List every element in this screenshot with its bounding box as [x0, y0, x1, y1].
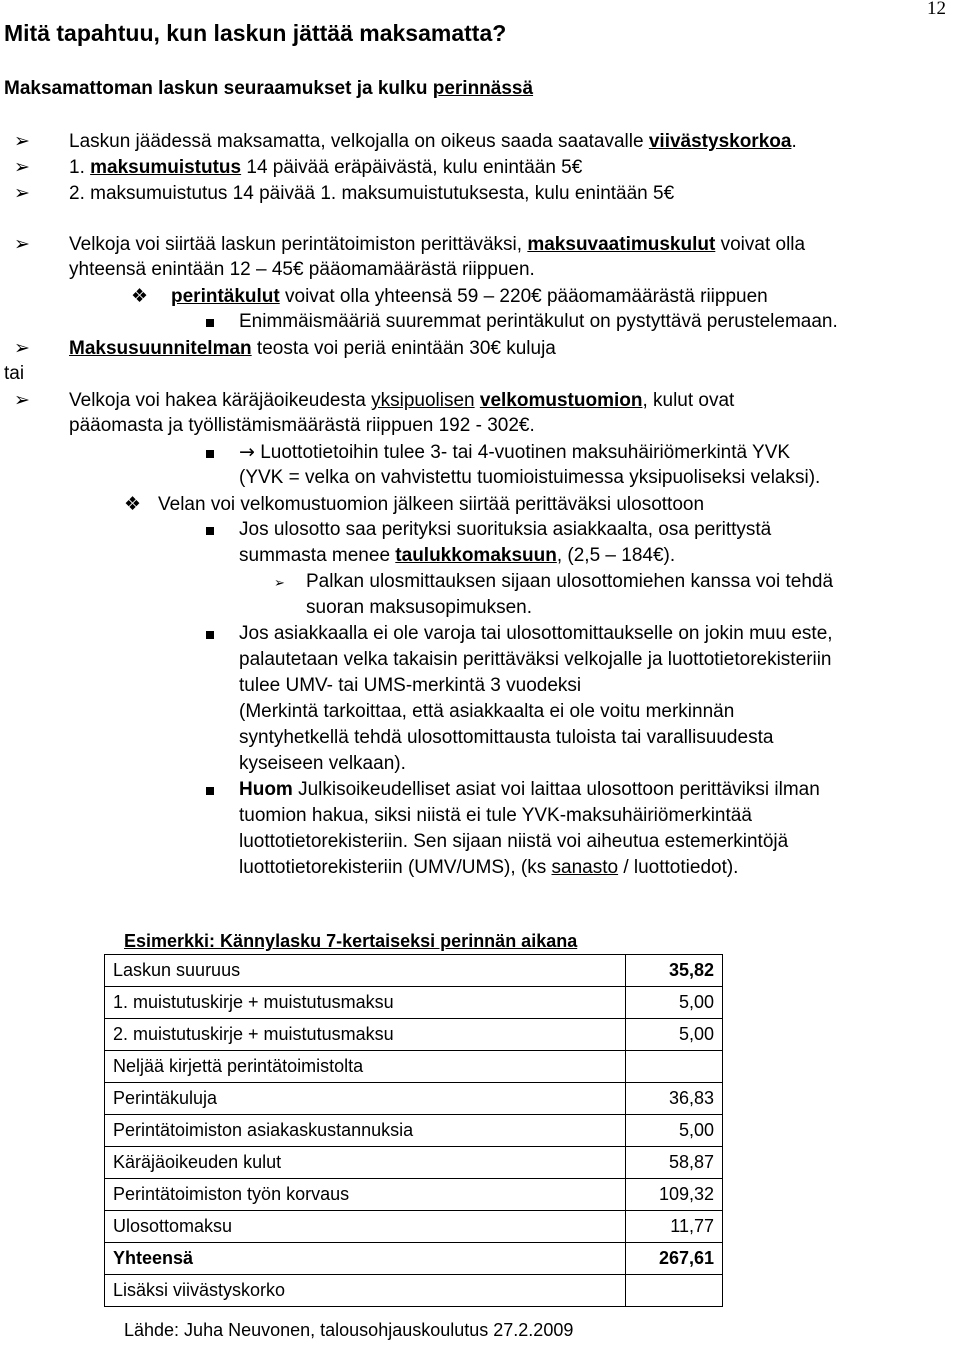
square-bullet-icon — [206, 631, 214, 639]
bullet-second-reminder — [14, 182, 674, 205]
subbullet-no-assets-line2: palautetaan velka takaisin perittäväksi velkojalle ja luottotietorekisteriin — [239, 649, 832, 670]
subbullet-collection-costs — [131, 285, 768, 308]
table-row — [105, 1115, 723, 1147]
table-row — [105, 987, 723, 1019]
subbullet-no-assets-line6: kyseiseen velkaan). — [239, 753, 406, 774]
table-row — [105, 1051, 723, 1083]
subbullet-note-line3: luottotietorekisteriin. Sen sijaan niistä voi aiheutua estemerkintöjä — [239, 831, 789, 852]
example-title: Esimerkki: Kännylasku 7-kertaiseksi perinnän aikana — [124, 931, 578, 951]
maksusuunnitelma-link[interactable]: Maksusuunnitelman — [69, 338, 252, 359]
bullet-first-reminder — [14, 156, 582, 179]
row-label: Perintäkuluja — [105, 1083, 626, 1115]
subbullet-enforcement-fee-line2 — [239, 545, 675, 567]
bullet-text: Velan voi velkomustuomion jälkeen siirtää perittäväksi ulosottoon — [158, 494, 705, 515]
subbullet-text: Jos ulosotto saa perityksi suorituksia asiakkaalta, osa perittystä — [239, 519, 772, 540]
sanasto-link[interactable]: sanasto — [551, 857, 619, 878]
subsubbullet-text: Palkan ulosmittauksen sijaan ulosottomiehen kanssa voi tehdä — [306, 571, 834, 592]
subbullet-text: Jos asiakkaalla ei ole varoja tai ulosottomittaukselle on jokin muu este, — [239, 623, 833, 644]
chevron-bullet-icon: ➢ — [14, 337, 30, 359]
subbullet-no-assets — [206, 623, 833, 645]
bullet-text: 2. maksumuistutus 14 päivää 1. maksumuistutuksesta, kulu enintään 5€ — [69, 183, 675, 204]
bullet-court-judgment — [14, 389, 734, 412]
bullet-collection-agency — [14, 233, 805, 256]
bullet-enforcement — [124, 493, 704, 516]
subbullet-text: luottotietorekisteriin (UMV/UMS), (ks — [239, 857, 552, 878]
chevron-bullet-icon: ➢ — [14, 389, 30, 411]
perinnassa-link[interactable]: perinnässä — [432, 78, 534, 99]
bullet-text-end: 14 päivää eräpäivästä, kulu enintään 5€ — [241, 157, 583, 178]
subsubbullet-justification — [206, 311, 838, 333]
bullet-text: teosta voi periä enintään 30€ kuluja — [251, 338, 556, 359]
source-note: Lähde: Juha Neuvonen, talousohjauskoulutus 27.2.2009 — [124, 1320, 574, 1340]
table-row — [105, 955, 723, 987]
subbullet-yvk-entry-line2: (YVK = velka on vahvistettu tuomioistuimessa yksipuoliseksi velaksi). — [239, 467, 821, 488]
row-label: Lisäksi viivästyskorko — [105, 1275, 626, 1307]
table-row — [105, 1083, 723, 1115]
table-row-total — [105, 1243, 723, 1275]
row-value — [626, 1051, 723, 1083]
bullet-text: Laskun jäädessä maksamatta, velkojalla on oikeus saada saatavalle — [69, 131, 649, 152]
section-heading-text: Maksamattoman laskun seuraamukset ja kulku — [4, 78, 433, 99]
subbullet-text-end: , (2,5 – 184€). — [556, 545, 676, 566]
subbullet-no-assets-line3: tulee UMV- tai UMS-merkintä 3 vuodeksi — [239, 675, 582, 696]
row-value: 5,00 — [626, 1019, 723, 1051]
bullet-interest — [14, 130, 797, 153]
row-value: 58,87 — [626, 1147, 723, 1179]
bullet-text: Velkoja voi siirtää laskun perintätoimiston perittäväksi, — [69, 234, 528, 255]
table-row — [105, 1275, 723, 1307]
velkomustuomio-link[interactable]: velkomustuomion — [479, 390, 643, 411]
square-bullet-icon — [206, 450, 214, 458]
subbullet-note-line4 — [239, 857, 738, 879]
chevron-bullet-icon: ➢ — [14, 156, 30, 178]
row-label: Perintätoimiston asiakaskustannuksia — [105, 1115, 626, 1147]
row-value: 5,00 — [626, 1115, 723, 1147]
row-value: 5,00 — [626, 987, 723, 1019]
row-value: 109,32 — [626, 1179, 723, 1211]
bullet-text: Velkoja voi hakea käräjäoikeudesta — [69, 390, 372, 411]
chevron-bullet-icon: ➢ — [274, 576, 285, 591]
section-heading — [4, 78, 533, 100]
subbullet-note-line2: tuomion hakua, siksi niistä ei tule YVK-maksuhäiriömerkintää — [239, 805, 752, 826]
perintakulut-link[interactable]: perintäkulut — [171, 286, 280, 307]
row-label: Laskun suuruus — [105, 955, 626, 987]
row-label: Ulosottomaksu — [105, 1211, 626, 1243]
bullet-text-end: . — [791, 131, 797, 152]
subbullet-text: Julkisoikeudelliset asiat voi laittaa ulosottoon perittäviksi ilman — [292, 779, 820, 800]
subbullet-note — [206, 779, 820, 801]
row-label: 1. muistutuskirje + muistutusmaksu — [105, 987, 626, 1019]
yksipuolisen-link[interactable]: yksipuolisen — [371, 390, 475, 411]
viivastyskorko-link[interactable]: viivästyskorkoa — [648, 131, 792, 152]
row-value — [626, 1275, 723, 1307]
chevron-bullet-icon: ➢ — [14, 130, 30, 152]
table-row — [105, 1147, 723, 1179]
row-label: Neljää kirjettä perintätoimistolta — [105, 1051, 626, 1083]
bullet-text: 1. — [69, 157, 91, 178]
row-value: 267,61 — [626, 1243, 723, 1275]
subsubbullet-payment-agreement — [274, 571, 833, 593]
subsubbullet-payment-agreement-line2: suoran maksusopimuksen. — [306, 597, 532, 618]
table-row — [105, 1019, 723, 1051]
subbullet-text: voivat olla yhteensä 59 – 220€ pääomamäärästä riippuen — [279, 286, 768, 307]
bullet-text-end: voivat olla — [715, 234, 806, 255]
row-label: Yhteensä — [105, 1243, 626, 1275]
or-separator: tai — [4, 363, 25, 384]
chevron-bullet-icon: ➢ — [14, 233, 30, 255]
bullet-court-judgment-line2: pääomasta ja työllistämismäärästä riippuen 192 - 302€. — [69, 415, 535, 436]
chevron-bullet-icon: ➢ — [14, 182, 30, 204]
page-title: Mitä tapahtuu, kun laskun jättää maksamatta? — [4, 20, 507, 46]
page-number: 12 — [927, 0, 946, 19]
subbullet-text: summasta menee — [239, 545, 396, 566]
square-bullet-icon — [206, 527, 214, 535]
table-row — [105, 1211, 723, 1243]
arrow-right-icon: → — [239, 441, 255, 463]
table-row — [105, 1179, 723, 1211]
square-bullet-icon — [206, 787, 214, 795]
taulukkomaksu-link[interactable]: taulukkomaksuun — [395, 545, 557, 566]
note-label: Huom — [239, 779, 293, 800]
subbullet-no-assets-line4: (Merkintä tarkoittaa, että asiakkaalta ei ole voitu merkinnän — [239, 701, 735, 722]
subsubbullet-text: Enimmäismääriä suuremmat perintäkulut on pystyttävä perustelemaan. — [239, 311, 838, 332]
row-value: 36,83 — [626, 1083, 723, 1115]
diamond-bullet-icon: ❖ — [124, 493, 142, 515]
subbullet-enforcement-fee — [206, 519, 771, 541]
subbullet-yvk-entry — [206, 441, 790, 464]
square-bullet-icon — [206, 319, 214, 327]
row-label: 2. muistutuskirje + muistutusmaksu — [105, 1019, 626, 1051]
row-label: Käräjäoikeuden kulut — [105, 1147, 626, 1179]
maksumuistutus-link[interactable]: maksumuistutus — [90, 157, 242, 178]
diamond-bullet-icon: ❖ — [131, 285, 149, 307]
bullet-payment-plan — [14, 337, 556, 360]
subbullet-text: Luottotietoihin tulee 3- tai 4-vuotinen maksuhäiriömerkintä YVK — [254, 442, 791, 463]
row-label: Perintätoimiston työn korvaus — [105, 1179, 626, 1211]
subbullet-no-assets-line5: syntyhetkellä tehdä ulosottomittausta tuloista tai varallisuudesta — [239, 727, 774, 748]
bullet-collection-agency-line2: yhteensä enintään 12 – 45€ pääomamäärästä riippuen. — [69, 259, 535, 280]
row-value: 35,82 — [626, 955, 723, 987]
subbullet-text-end: / luottotiedot). — [618, 857, 739, 878]
example-cost-table — [104, 954, 723, 1307]
maksuvaatimuskulut-link[interactable]: maksuvaatimuskulut — [527, 234, 716, 255]
bullet-text-end: , kulut ovat — [642, 390, 735, 411]
row-value: 11,77 — [626, 1211, 723, 1243]
